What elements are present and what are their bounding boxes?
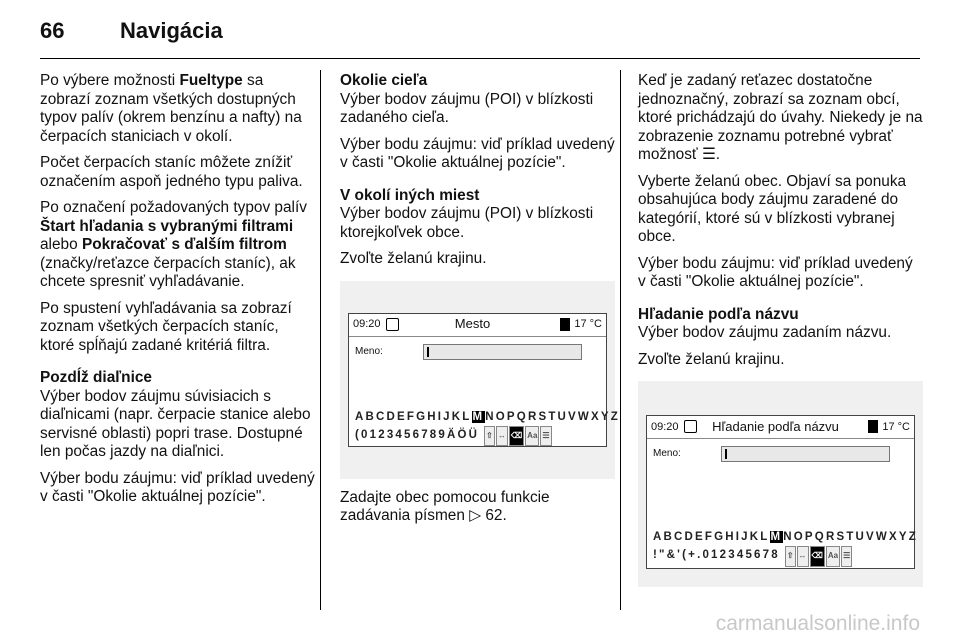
name-input[interactable] xyxy=(721,446,890,462)
selected-key: M xyxy=(770,531,783,543)
status-bar xyxy=(647,416,914,439)
screen-title: Mesto xyxy=(454,316,491,332)
keyboard-function-keys[interactable] xyxy=(483,426,551,447)
section-heading: Pozdĺž diaľnice xyxy=(40,369,152,386)
paragraph: Výber bodov záujmu (POI) v blízkosti zadaného cieľa. xyxy=(340,90,594,126)
clock-time: 09:20 xyxy=(353,318,381,331)
page-number: 66 xyxy=(40,18,65,43)
screen-title: Hľadanie podľa názvu xyxy=(712,418,839,434)
paragraph: Počet čerpacích staníc môžete znížiť označením aspoň jedného typu paliva. xyxy=(40,154,303,190)
keyboard-row-1[interactable]: ABCDEFGHIJKLMNOPQRSTUVWXYZ xyxy=(653,531,918,543)
column-divider xyxy=(320,70,321,610)
section-heading: Hľadanie podľa názvu xyxy=(638,305,799,323)
page-title: Navigácia xyxy=(120,18,223,43)
paragraph: Výber bodov záujmu zadaním názvu. xyxy=(638,324,892,341)
screen-illustration xyxy=(340,281,620,479)
case-icon: Aa xyxy=(826,546,840,567)
thermometer-icon xyxy=(560,318,570,331)
paragraph: Zadajte obec pomocou funkcie zadávania písmen ▷ 62. xyxy=(340,488,550,524)
keyboard-row-2[interactable]: !"&'(+.012345678 ⇧ ↔ ⌫ Aa ☰ xyxy=(653,546,910,567)
list-icon: ☰ xyxy=(540,426,551,447)
paragraph: Zvoľte želanú krajinu. xyxy=(340,250,487,267)
column-3 xyxy=(638,72,923,597)
section-heading: Okolie cieľa xyxy=(340,72,428,89)
keyboard-row-1[interactable]: ABCDEFGHIJKLMNOPQRSTUVWXYZ xyxy=(355,410,620,423)
keyboard-function-keys[interactable] xyxy=(784,546,852,567)
list-icon: ☰ xyxy=(841,546,852,567)
watermark: carmanualsonline.info xyxy=(715,612,920,635)
shift-icon: ⇧ xyxy=(484,426,495,447)
page-header xyxy=(40,18,223,44)
column-2 xyxy=(340,72,620,534)
cursor-icon: ↔ xyxy=(496,426,508,447)
paragraph: Vyberte želanú obec. Objaví sa ponuka obsahujúca body záujmu zaradené do kategórií, ktoré sú v blízkosti vybranej obce. xyxy=(638,172,907,245)
thermometer-icon xyxy=(868,420,878,433)
delete-icon: ⌫ xyxy=(810,546,825,567)
name-row xyxy=(647,439,914,470)
page-ref-icon: ▷ xyxy=(469,507,482,524)
paragraph: Výber bodu záujmu: viď príklad uvedený v časti "Okolie aktuálnej pozície". xyxy=(340,135,615,171)
temperature: 17 °C xyxy=(882,420,910,433)
selected-key: M xyxy=(472,410,485,423)
paragraph: Výber bodov záujmu súvisiacich s diaľnicami (napr. čerpacie stanice alebo servisné oblasti) popri trase. Dostupné len počas jazdy na diaľnici. xyxy=(40,387,311,460)
case-icon: Aa xyxy=(525,426,539,447)
clock-time: 09:20 xyxy=(651,420,679,433)
display-screen xyxy=(348,313,620,447)
cursor-icon: ↔ xyxy=(797,546,809,567)
name-label: Meno: xyxy=(355,345,383,357)
keyboard-row-2[interactable]: (0123456789ÄÖÜ ⇧ ↔ ⌫ Aa ☰ xyxy=(355,426,602,447)
name-row xyxy=(349,337,606,368)
display-screen xyxy=(646,415,918,569)
screen-illustration xyxy=(638,381,923,587)
clock-icon xyxy=(684,420,697,433)
header-rule xyxy=(40,58,920,59)
section-heading: V okolí iných miest xyxy=(340,186,480,204)
paragraph: Výber bodu záujmu: viď príklad uvedený v časti "Okolie aktuálnej pozície". xyxy=(638,254,913,290)
name-input[interactable] xyxy=(423,344,582,360)
paragraph: Po spustení vyhľadávania sa zobrazí zoznam všetkých čerpacích staníc, ktoré spĺňajú zadané kritériá filtra. xyxy=(40,299,292,354)
paragraph: Zvoľte želanú krajinu. xyxy=(638,350,785,368)
paragraph: Výber bodov záujmu (POI) v blízkosti ktorejkoľvek obce. xyxy=(340,205,594,241)
column-divider xyxy=(620,70,621,610)
paragraph: Keď je zadaný reťazec dostatočne jednoznačný, zobrazí sa zoznam obcí, ktoré prichádzajú do úvahy. Niekedy je na zobrazenie zoznamu potrebné vybrať možnosť ☰. xyxy=(638,72,923,163)
paragraph: Výber bodu záujmu: viď príklad uvedený v časti "Okolie aktuálnej pozície". xyxy=(40,469,315,505)
status-bar xyxy=(349,314,606,337)
list-icon: ☰ xyxy=(701,146,716,163)
temperature: 17 °C xyxy=(574,318,602,331)
paragraph: Po označení požadovaných typov palív Štart hľadania s vybranými filtrami alebo Pokračovať s ďalším filtrom (značky/reťazce čerpacích staníc), ak chcete spresniť vyhľadávanie. xyxy=(40,199,307,290)
shift-icon: ⇧ xyxy=(785,546,796,567)
paragraph: Po výbere možnosti Fueltype sa zobrazí zoznam všetkých dostupných typov palív (okrem benzínu a nafty) na čerpacích staniciach v okolí. xyxy=(40,72,302,145)
clock-icon xyxy=(386,318,399,331)
name-label: Meno: xyxy=(653,448,681,459)
delete-icon: ⌫ xyxy=(509,426,524,447)
column-1 xyxy=(40,72,315,515)
